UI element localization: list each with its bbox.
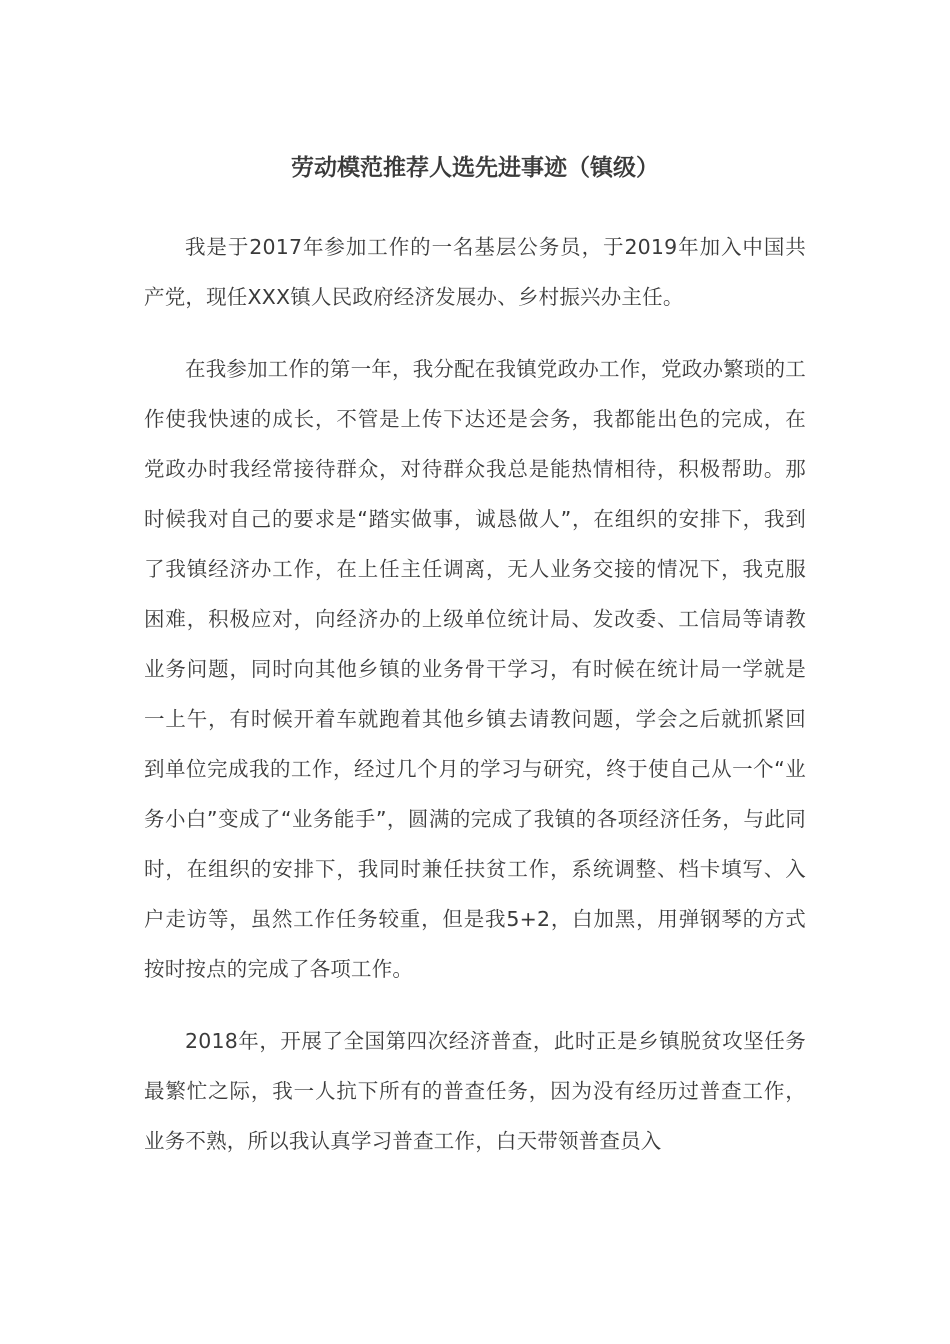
- document-body: [144, 222, 806, 1188]
- document-title: 劳动模范推荐人选先进事迹（镇级）: [291, 155, 659, 181]
- paragraph-1: 我是于2017年参加工作的一名基层公务员，于2019年加入中国共产党，现任XXX镇人民政府经济发展办、乡村振兴办主任。: [144, 235, 806, 309]
- paragraph-3: 2018年，开展了全国第四次经济普查，此时正是乡镇脱贫攻坚任务最繁忙之际，我一人抗下所有的普查任务，因为没有经历过普查工作，业务不熟，所以我认真学习普查工作，白天带领普查员入: [144, 1029, 806, 1153]
- paragraph-2: 在我参加工作的第一年，我分配在我镇党政办工作，党政办繁琐的工作使我快速的成长，不管是上传下达还是会务，我都能出色的完成，在党政办时我经常接待群众，对待群众我总是能热情相待，积极帮助。那时候我对自己的要求是“踏实做事，诚恳做人”，在组织的安排下，我到了我镇经济办工作，在上任主任调离，无人业务交接的情况下，我克服困难，积极应对，向经济办的上级单位统计局、发改委、工信局等请教业务问题，同时向其他乡镇的业务骨干学习，有时候在统计局一学就是一上午，有时候开着车就跑着其他乡镇去请教问题，学会之后就抓紧回到单位完成我的工作，经过几个月的学习与研究，终于使自己从一个“业务小白”变成了“业务能手”，圆满的完成了我镇的各项经济任务，与此同时，在组织的安排下，我同时兼任扶贫工作，系统调整、档卡填写、入户走访等，虽然工作任务较重，但是我5+2，白加黑，用弹钢琴的方式按时按点的完成了各项工作。: [144, 357, 806, 981]
